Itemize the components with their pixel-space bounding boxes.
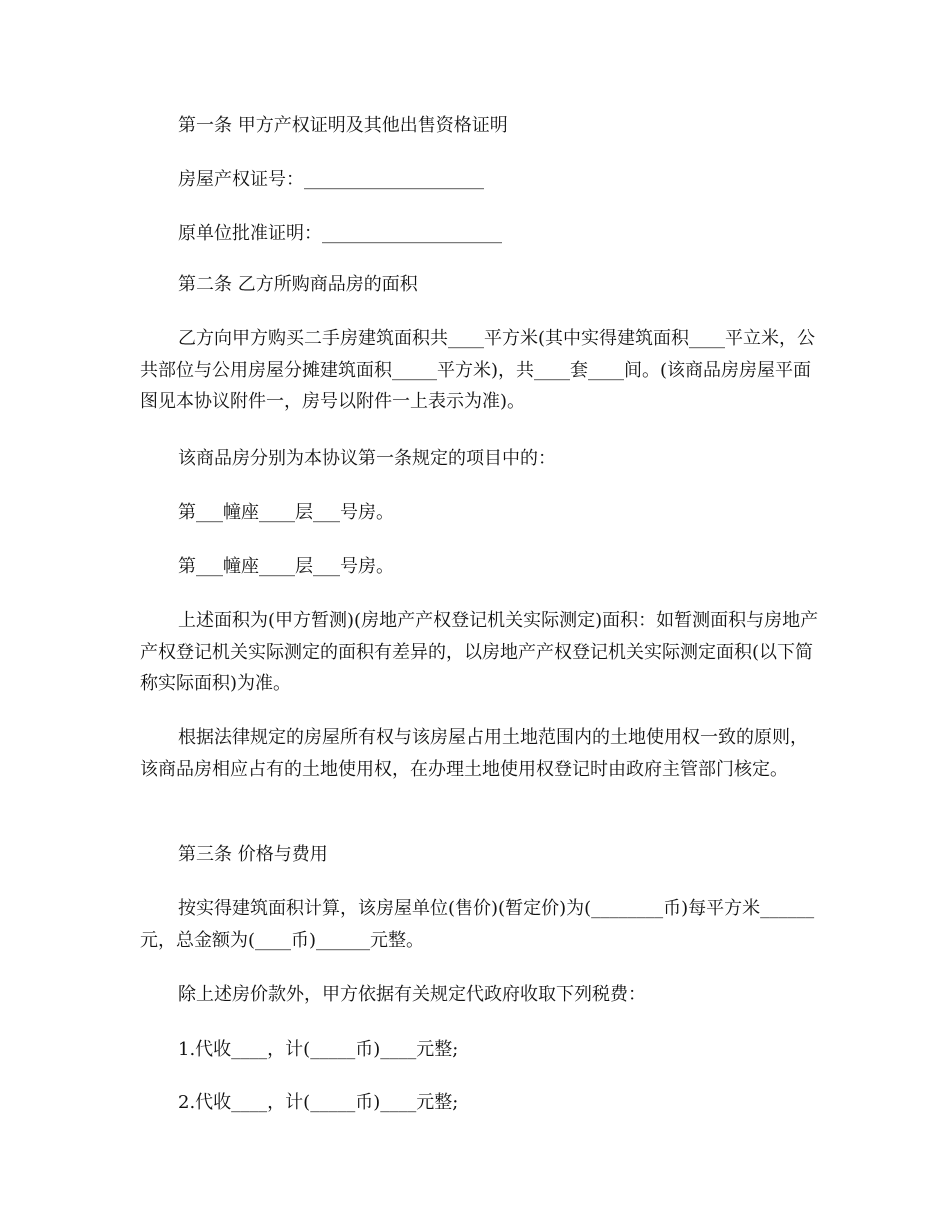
unit-location-line-1: 第___幢座____层___号房。 — [178, 502, 394, 523]
project-location-intro: 该商品房分别为本协议第一条规定的项目中的： — [178, 448, 556, 469]
unit-approval-certificate-line: 原单位批准证明：____________________ — [178, 223, 502, 244]
land-use-rights-paragraph: 根据法律规定的房屋所有权与该房屋占用土地范围内的土地使用权一致的原则，该商品房相应占有的土地使用权，在办理土地使用权登记时由政府主管部门核定。 — [140, 727, 808, 780]
tax-item-1: 1.代收____，计(_____币)____元整; — [178, 1039, 459, 1060]
article-3-heading: 第三条 价格与费用 — [178, 844, 328, 865]
property-certificate-number-line: 房屋产权证号：____________________ — [178, 169, 484, 190]
article-2-heading: 第二条 乙方所购商品房的面积 — [178, 274, 418, 295]
tax-intro-paragraph: 除上述房价款外，甲方依据有关规定代政府收取下列税费： — [178, 984, 646, 1005]
area-purchase-paragraph: 乙方向甲方购买二手房建筑面积共____平方米(其中实得建筑面积____平立米，公共部位与公用房屋分摊建筑面积_____平方米)，共____套____间。(该商品房房屋平面图见本协议附件一，房号以附件一上表示为准)。 — [140, 328, 816, 412]
unit-location-line-2: 第___幢座____层___号房。 — [178, 556, 394, 577]
article-1-heading: 第一条 甲方产权证明及其他出售资格证明 — [178, 115, 508, 136]
price-paragraph: 按实得建筑面积计算，该房屋单位(售价)(暂定价)为(________币)每平方米______元，总金额为(____币)______元整。 — [140, 898, 815, 951]
area-measurement-paragraph: 上述面积为(甲方暂测)(房地产产权登记机关实际测定)面积：如暂测面积与房地产产权登记机关实际测定的面积有差异的，以房地产产权登记机关实际测定面积(以下简称实际面积)为准。 — [140, 610, 819, 694]
tax-item-2: 2.代收____，计(_____币)____元整; — [178, 1092, 459, 1113]
